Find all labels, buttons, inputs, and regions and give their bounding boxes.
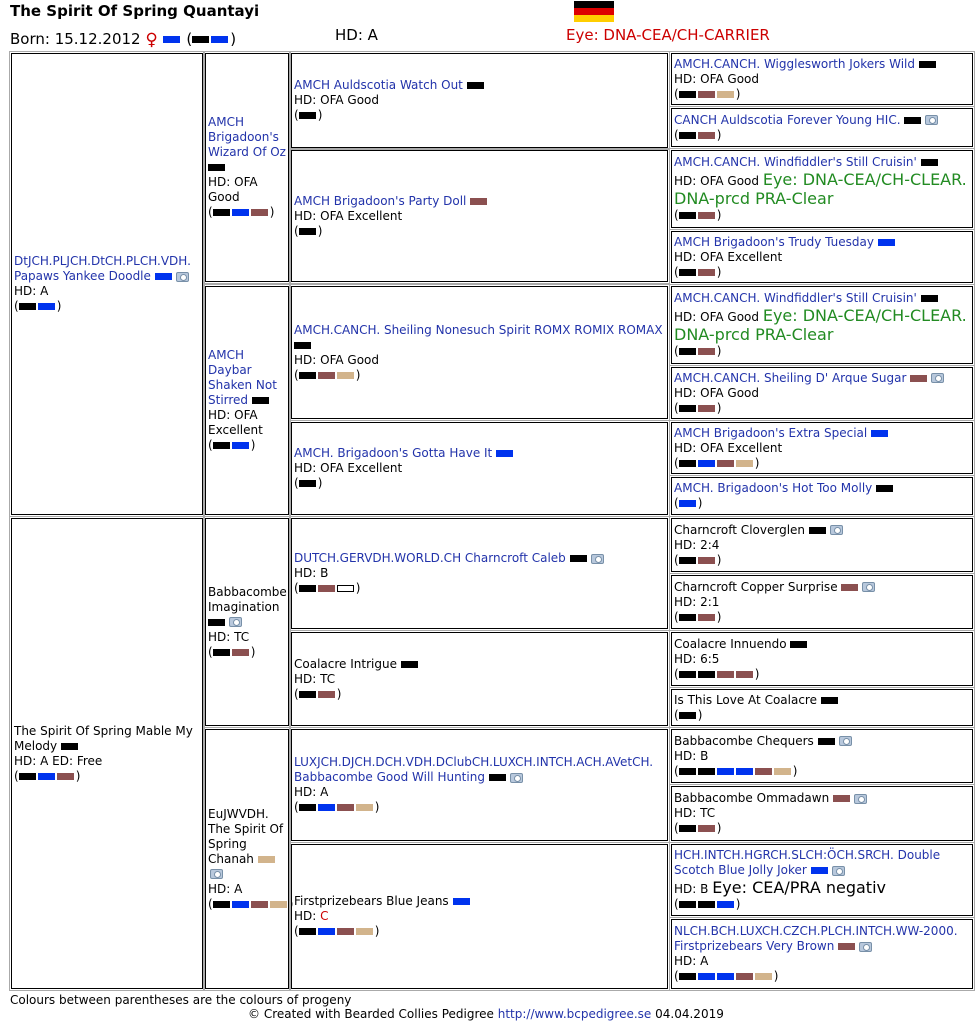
hd-text: HD: A [674, 954, 709, 968]
color-swatch [736, 460, 753, 467]
color-swatch [679, 405, 696, 412]
color-swatch [910, 375, 927, 382]
color-swatch [208, 619, 225, 626]
color-swatch [833, 795, 850, 802]
color-swatch [232, 209, 249, 216]
color-swatch [232, 901, 249, 908]
color-swatch [698, 405, 715, 412]
hd-text: HD: OFA Good [674, 174, 759, 188]
progeny-colors: ( ) [674, 969, 779, 983]
color-swatch [19, 303, 36, 310]
color-swatch [252, 397, 269, 404]
dog-name[interactable]: AMCH Brigadoon's Party Doll [294, 193, 467, 208]
website-link[interactable]: http://www.bcpedigree.se [497, 1007, 652, 1021]
progeny-colors: ( ) [674, 400, 722, 415]
color-swatch [736, 768, 753, 775]
photo-icon[interactable] [839, 736, 852, 746]
color-swatch [679, 460, 696, 467]
hd-text: HD: OFA Excellent [674, 249, 783, 264]
progeny-colors: ( ) [674, 264, 722, 279]
eye-text: Eye: DNA-CEA/CH-CLEAR. DNA-prcd PRA-Clear [674, 170, 967, 208]
photo-icon[interactable] [591, 554, 604, 564]
pedigree-cell [291, 53, 668, 148]
color-swatch [155, 273, 172, 280]
color-swatch [679, 768, 696, 775]
progeny-colors: ( ) [294, 924, 380, 938]
progeny-colors: ( ) [294, 108, 323, 122]
born-text: Born: 15.12.2012 [10, 30, 141, 48]
pedigree-cell [671, 786, 973, 841]
color-swatch [356, 928, 373, 935]
color-swatch [698, 901, 715, 908]
dog-name: Coalacre Innuendo [674, 636, 787, 651]
footer-note: Colours between parentheses are the colours of progeny [10, 993, 352, 1007]
birth-date: Born: 15.12.2012 ♀ ( ) [10, 30, 237, 50]
germany-flag-icon [574, 1, 614, 22]
color-swatch [679, 671, 696, 678]
pedigree-cell [671, 729, 973, 783]
color-swatch [208, 164, 225, 171]
color-swatch [299, 372, 316, 379]
color-swatch [679, 132, 696, 139]
dog-name: Firstprizebears Blue Jeans [294, 894, 449, 908]
color-swatch [299, 480, 316, 487]
progeny-colors: ( ) [208, 644, 256, 659]
eye-text: Eye: DNA-CEA/CH-CLEAR. DNA-prcd PRA-Clear [674, 306, 967, 344]
pedigree-cell [671, 575, 973, 629]
color-swatch [19, 773, 36, 780]
color-swatch-black [192, 36, 209, 43]
dog-name: Is This Love At Coalacre [674, 692, 817, 707]
color-swatch [679, 614, 696, 621]
progeny-colors: ( ) [294, 367, 361, 382]
hd-text: HD: TC [294, 671, 336, 686]
color-swatch [717, 973, 734, 980]
color-swatch [679, 269, 696, 276]
color-swatch-blue [163, 36, 180, 43]
dog-name[interactable]: AMCH.CANCH. Windfiddler's Still Cruisin' [674, 155, 917, 169]
color-swatch [679, 901, 696, 908]
color-swatch [318, 585, 335, 592]
color-swatch [698, 973, 715, 980]
progeny-colors: ( ) [674, 763, 798, 778]
color-swatch [818, 738, 835, 745]
pedigree-cell [291, 632, 668, 726]
pedigree-cell [671, 632, 973, 686]
color-swatch [717, 460, 734, 467]
color-swatch [919, 61, 936, 68]
progeny-colors: ( ) [674, 666, 760, 681]
pedigree-cell [671, 689, 973, 726]
dog-name[interactable]: AMCH Daybar Shaken Not Stirred [208, 348, 277, 407]
color-swatch [755, 973, 772, 980]
color-swatch [299, 804, 316, 811]
color-swatch [878, 239, 895, 246]
pedigree-cell [291, 844, 668, 989]
pedigree-cell [291, 518, 668, 629]
color-swatch [717, 91, 734, 98]
credit-text: © Created with Bearded Collies Pedigree [248, 1007, 494, 1021]
photo-icon[interactable] [510, 773, 523, 783]
dog-name[interactable]: AMCH.CANCH. Sheiling Nonesuch Spirit ROMX ROMIX ROMAX [294, 322, 663, 337]
photo-icon[interactable] [859, 942, 872, 952]
color-swatch [698, 269, 715, 276]
color-swatch [679, 825, 696, 832]
pedigree-cell [671, 844, 973, 916]
color-swatch [38, 773, 55, 780]
pedigree-cell [205, 286, 289, 515]
hd-text: HD: [294, 909, 321, 923]
color-swatch [337, 928, 354, 935]
color-swatch [57, 773, 74, 780]
color-swatch [258, 856, 275, 863]
color-swatch [570, 555, 587, 562]
photo-icon[interactable] [176, 272, 189, 282]
dog-name[interactable]: AMCH.CANCH. Wigglesworth Jokers Wild [674, 56, 915, 71]
hd-text: HD: OFA Good [294, 93, 379, 107]
color-swatch [496, 450, 513, 457]
hd-text: HD: TC [208, 629, 250, 644]
pedigree-cell [671, 919, 973, 989]
pedigree-cell [671, 150, 973, 228]
color-swatch [679, 712, 696, 719]
color-swatch [213, 442, 230, 449]
color-swatch [294, 342, 311, 349]
color-swatch [921, 295, 938, 302]
color-swatch [213, 209, 230, 216]
color-swatch [299, 228, 316, 235]
color-swatch [401, 661, 418, 668]
color-swatch [698, 557, 715, 564]
color-swatch [838, 943, 855, 950]
color-swatch [698, 460, 715, 467]
female-icon: ♀ [145, 30, 158, 50]
dog-name[interactable]: AMCH Brigadoon's Wizard Of Oz [208, 115, 286, 159]
progeny-colors: ( ) [674, 208, 722, 222]
dog-name: EuJWVDH. The Spirit Of Spring Chanah [208, 806, 284, 866]
hd-text: HD: OFA Excellent [674, 440, 783, 455]
pedigree-cell [11, 53, 203, 515]
progeny-colors: ( ) [674, 86, 741, 101]
progeny-colors: ( ) [294, 800, 380, 814]
dog-name[interactable]: HCH.INTCH.HGRCH.SLCH:ÖCH.SRCH. Double Scotch Blue Jolly Joker [674, 848, 941, 877]
hd-text: HD: A [208, 881, 243, 896]
progeny-colors: ( ) [294, 581, 361, 595]
pedigree-cell [671, 53, 973, 105]
photo-icon[interactable] [229, 617, 242, 627]
pedigree-cell [671, 286, 973, 364]
dog-name[interactable]: AMCH Brigadoon's Extra Special [674, 425, 868, 440]
hd-text: HD: OFA Excellent [294, 461, 403, 475]
color-swatch [736, 973, 753, 980]
color-swatch [736, 671, 753, 678]
pedigree-cell [671, 422, 973, 474]
hd-text: HD: A [294, 785, 329, 799]
pedigree-cell [671, 367, 973, 419]
pedigree-cell [291, 729, 668, 841]
hd-text: HD: OFA Excellent [208, 408, 263, 437]
color-swatch [679, 557, 696, 564]
hd-text: HD: B [294, 566, 329, 580]
color-swatch [467, 82, 484, 89]
pedigree-cell [291, 150, 668, 282]
progeny-colors: ( ) [674, 821, 722, 835]
progeny-colors: ( ) [674, 609, 722, 624]
pedigree-cell [671, 108, 973, 147]
color-swatch [698, 825, 715, 832]
dog-name[interactable]: AMCH.CANCH. Windfiddler's Still Cruisin' [674, 291, 917, 305]
dog-name: Babbacombe Chequers [674, 733, 814, 748]
color-swatch [698, 212, 715, 219]
hd-text: HD: OFA Good [674, 385, 759, 400]
photo-icon[interactable] [925, 115, 938, 125]
color-swatch [811, 867, 828, 874]
progeny-colors: ( ) [14, 299, 62, 313]
pedigree-cell [291, 286, 668, 419]
color-swatch [679, 500, 696, 507]
page-title: The Spirit Of Spring Quantayi [10, 2, 260, 20]
photo-icon[interactable] [830, 525, 843, 535]
color-swatch [453, 898, 470, 905]
color-swatch [213, 649, 230, 656]
progeny-colors: ( ) [674, 344, 722, 358]
color-swatch [698, 768, 715, 775]
dog-name[interactable]: AMCH. Brigadoon's Hot Too Molly [674, 481, 873, 495]
progeny-colors: ( ) [14, 768, 81, 783]
footer-date: 04.04.2019 [655, 1007, 724, 1021]
color-swatch [921, 159, 938, 166]
color-swatch [251, 209, 268, 216]
color-swatch [821, 697, 838, 704]
dog-name[interactable]: AMCH Brigadoon's Trudy Tuesday [674, 234, 874, 249]
pedigree-cell [671, 518, 973, 572]
color-swatch [299, 585, 316, 592]
color-swatch [470, 198, 487, 205]
progeny-colors: ( ) [208, 896, 294, 911]
hd-text: HD: 2:1 [674, 594, 720, 609]
pedigree-cell [205, 53, 289, 282]
progeny-colors: ( ) [294, 686, 342, 701]
color-swatch [356, 804, 373, 811]
photo-icon[interactable] [832, 866, 845, 876]
footer-credit [248, 1007, 724, 1021]
color-swatch [337, 585, 354, 592]
hd-text: HD: B [674, 748, 709, 763]
color-swatch-blue [211, 36, 228, 43]
dog-name[interactable]: AMCH Auldscotia Watch Out [294, 78, 463, 92]
photo-icon[interactable] [931, 373, 944, 383]
color-swatch [318, 804, 335, 811]
color-swatch [299, 691, 316, 698]
color-swatch [871, 430, 888, 437]
color-swatch [717, 671, 734, 678]
color-swatch [232, 442, 249, 449]
photo-icon[interactable] [210, 869, 223, 879]
dog-name[interactable]: AMCH. Brigadoon's Gotta Have It [294, 446, 493, 460]
hd-text: HD: A [14, 284, 49, 298]
color-swatch [251, 901, 268, 908]
dog-name[interactable]: NLCH.BCH.LUXCH.CZCH.PLCH.INTCH.WW-2000. Firstprizebears Very Brown [674, 924, 958, 953]
color-swatch [337, 804, 354, 811]
color-swatch [299, 112, 316, 119]
progeny-colors: ( ) [674, 455, 760, 470]
hd-text: HD: OFA Good [208, 175, 258, 204]
hd-result: HD: A [335, 26, 378, 44]
color-swatch [213, 901, 230, 908]
color-swatch [904, 117, 921, 124]
pedigree-cell [205, 729, 294, 989]
pedigree-cell [671, 231, 973, 283]
color-swatch [717, 768, 734, 775]
color-swatch [679, 212, 696, 219]
color-swatch [318, 691, 335, 698]
hd-text: HD: OFA Good [294, 352, 379, 367]
pedigree-cell [205, 518, 289, 726]
color-swatch [698, 348, 715, 355]
color-swatch [790, 641, 807, 648]
hd-text: HD: OFA Good [674, 71, 759, 86]
progeny-colors: ( ) [208, 205, 275, 219]
color-swatch [774, 768, 791, 775]
dog-name[interactable]: DUTCH.GERVDH.WORLD.CH Charncroft Caleb [294, 551, 566, 565]
pedigree-cell [671, 477, 973, 515]
color-swatch [337, 372, 354, 379]
dog-name: Charncroft Copper Surprise [674, 579, 838, 594]
progeny-colors: ( ) [674, 707, 703, 722]
color-swatch [679, 973, 696, 980]
color-swatch [841, 584, 858, 591]
color-swatch [318, 372, 335, 379]
color-swatch [698, 671, 715, 678]
eye-text: Eye: CEA/PRA negativ [712, 878, 886, 897]
hd-text: HD: OFA Excellent [294, 208, 403, 223]
progeny-colors: ( ) [674, 127, 722, 142]
color-swatch [38, 303, 55, 310]
color-swatch [698, 132, 715, 139]
hd-text: HD: A ED: Free [14, 753, 103, 768]
progeny-colors: ( ) [674, 552, 722, 567]
eye-result: Eye: DNA-CEA/CH-CARRIER [566, 26, 770, 44]
dog-name[interactable]: LUXJCH.DJCH.DCH.VDH.DClubCH.LUXCH.INTCH.ACH.AVetCH. Babbacombe Good Will Hunting [294, 755, 654, 784]
color-swatch [61, 743, 78, 750]
hd-text: HD: 6:5 [674, 651, 720, 666]
dog-name[interactable]: CANCH Auldscotia Forever Young HIC. [674, 112, 901, 127]
hd-text: HD: OFA Good [674, 310, 759, 324]
color-swatch [679, 348, 696, 355]
hd-text: HD: TC [674, 806, 716, 820]
color-swatch [876, 485, 893, 492]
color-swatch [717, 901, 734, 908]
progeny-colors: ( ) [294, 223, 323, 238]
color-swatch [299, 928, 316, 935]
dog-name: Coalacre Intrigue [294, 656, 397, 671]
dog-name: Charncroft Cloverglen [674, 522, 806, 537]
photo-icon[interactable] [862, 582, 875, 592]
progeny-colors: ( ) [294, 476, 323, 490]
color-swatch [679, 91, 696, 98]
color-swatch [698, 614, 715, 621]
pedigree-cell [291, 422, 668, 515]
photo-icon[interactable] [854, 794, 867, 804]
color-swatch [232, 649, 249, 656]
progeny-colors: ( ) [674, 496, 703, 510]
progeny-colors: ( ) [674, 897, 741, 911]
dog-name: The Spirit Of Spring Mable My Melody [14, 723, 193, 753]
hd-grade: C [320, 909, 329, 923]
color-swatch [809, 527, 826, 534]
color-swatch [318, 928, 335, 935]
dog-name[interactable]: AMCH.CANCH. Sheiling D' Arque Sugar [674, 370, 907, 385]
hd-text: HD: 2:4 [674, 537, 720, 552]
color-swatch [698, 91, 715, 98]
color-swatch [755, 768, 772, 775]
dog-name: Babbacombe Imagination [208, 584, 287, 614]
color-swatch [270, 901, 287, 908]
pedigree-cell [11, 518, 203, 989]
dog-name: Babbacombe Ommadawn [674, 791, 830, 805]
color-swatch [489, 774, 506, 781]
progeny-colors: ( ) [208, 438, 256, 452]
hd-text: HD: B [674, 882, 709, 896]
dog-name[interactable]: DtJCH.PLJCH.DtCH.PLCH.VDH. Papaws Yankee Doodle [14, 254, 191, 283]
